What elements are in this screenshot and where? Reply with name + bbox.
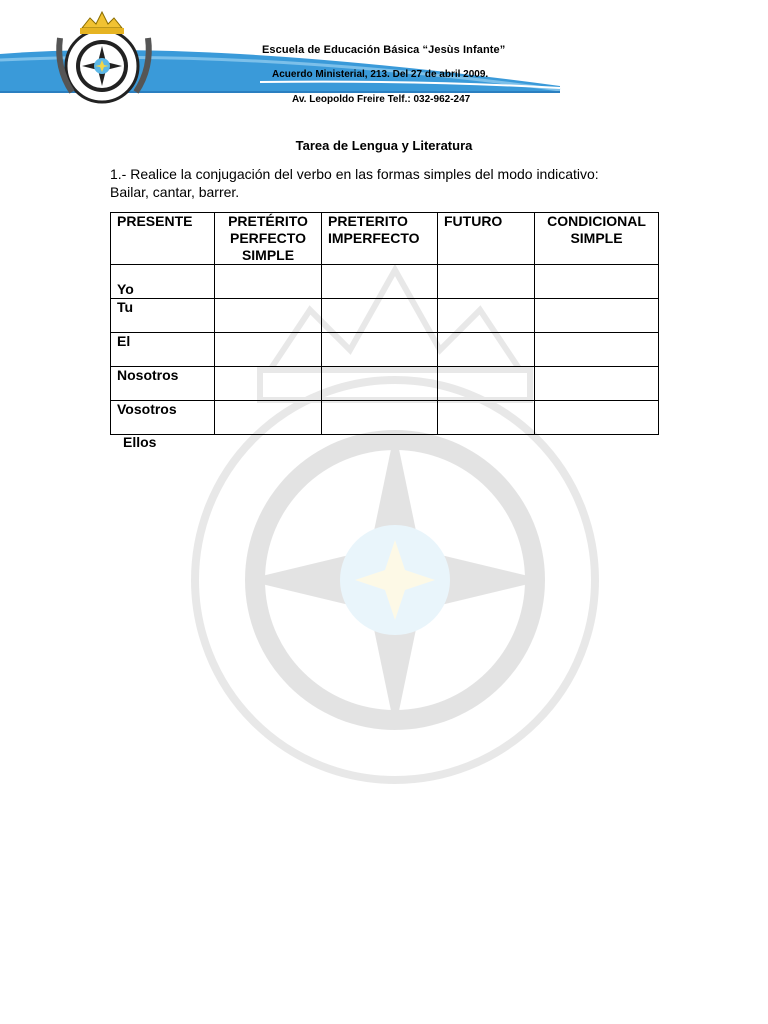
school-name: Escuela de Educación Básica “Jesùs Infante”	[262, 44, 506, 56]
table-row	[111, 265, 659, 299]
pronoun-ellos: Ellos	[123, 434, 157, 450]
answer-cell[interactable]	[215, 265, 322, 299]
answer-cell[interactable]	[215, 333, 322, 367]
conjugation-table	[110, 212, 659, 435]
column-header: PRETERITO IMPERFECTO	[322, 213, 438, 265]
answer-cell[interactable]	[438, 299, 535, 333]
column-header: FUTURO	[438, 213, 535, 265]
answer-cell[interactable]	[438, 265, 535, 299]
answer-cell[interactable]	[535, 367, 659, 401]
answer-cell[interactable]	[535, 299, 659, 333]
pronoun-cell: Tu	[111, 299, 215, 333]
answer-cell[interactable]	[322, 299, 438, 333]
table-header-row	[111, 213, 659, 265]
table-row	[111, 367, 659, 401]
instruction	[110, 165, 670, 201]
answer-cell[interactable]	[535, 265, 659, 299]
answer-cell[interactable]	[215, 299, 322, 333]
column-header: PRETÉRITO PERFECTO SIMPLE	[215, 213, 322, 265]
column-header: CONDICIONAL SIMPLE	[535, 213, 659, 265]
answer-cell[interactable]	[322, 401, 438, 435]
instruction-line: 1.- Realice la conjugación del verbo en las formas simples del modo indicativo:	[110, 166, 599, 182]
answer-cell[interactable]	[322, 265, 438, 299]
column-header: PRESENTE	[111, 213, 215, 265]
ministerial-decree: Acuerdo Ministerial, 213. Del 27 de abril 2009.	[272, 69, 489, 80]
pronoun-cell: El	[111, 333, 215, 367]
answer-cell[interactable]	[322, 333, 438, 367]
pronoun-cell: Nosotros	[111, 367, 215, 401]
answer-cell[interactable]	[438, 333, 535, 367]
school-logo	[52, 8, 156, 104]
answer-cell[interactable]	[535, 401, 659, 435]
answer-cell[interactable]	[215, 367, 322, 401]
answer-cell[interactable]	[438, 401, 535, 435]
verb-list: Bailar, cantar, barrer.	[110, 184, 240, 200]
table-row	[111, 333, 659, 367]
table-row	[111, 299, 659, 333]
answer-cell[interactable]	[215, 401, 322, 435]
pronoun-cell: Vosotros	[111, 401, 215, 435]
answer-cell[interactable]	[535, 333, 659, 367]
table-row	[111, 401, 659, 435]
task-title: Tarea de Lengua y Literatura	[295, 138, 473, 153]
pronoun-cell: Yo	[111, 265, 215, 299]
school-address: Av. Leopoldo Freire Telf.: 032-962-247	[292, 94, 471, 105]
answer-cell[interactable]	[438, 367, 535, 401]
answer-cell[interactable]	[322, 367, 438, 401]
